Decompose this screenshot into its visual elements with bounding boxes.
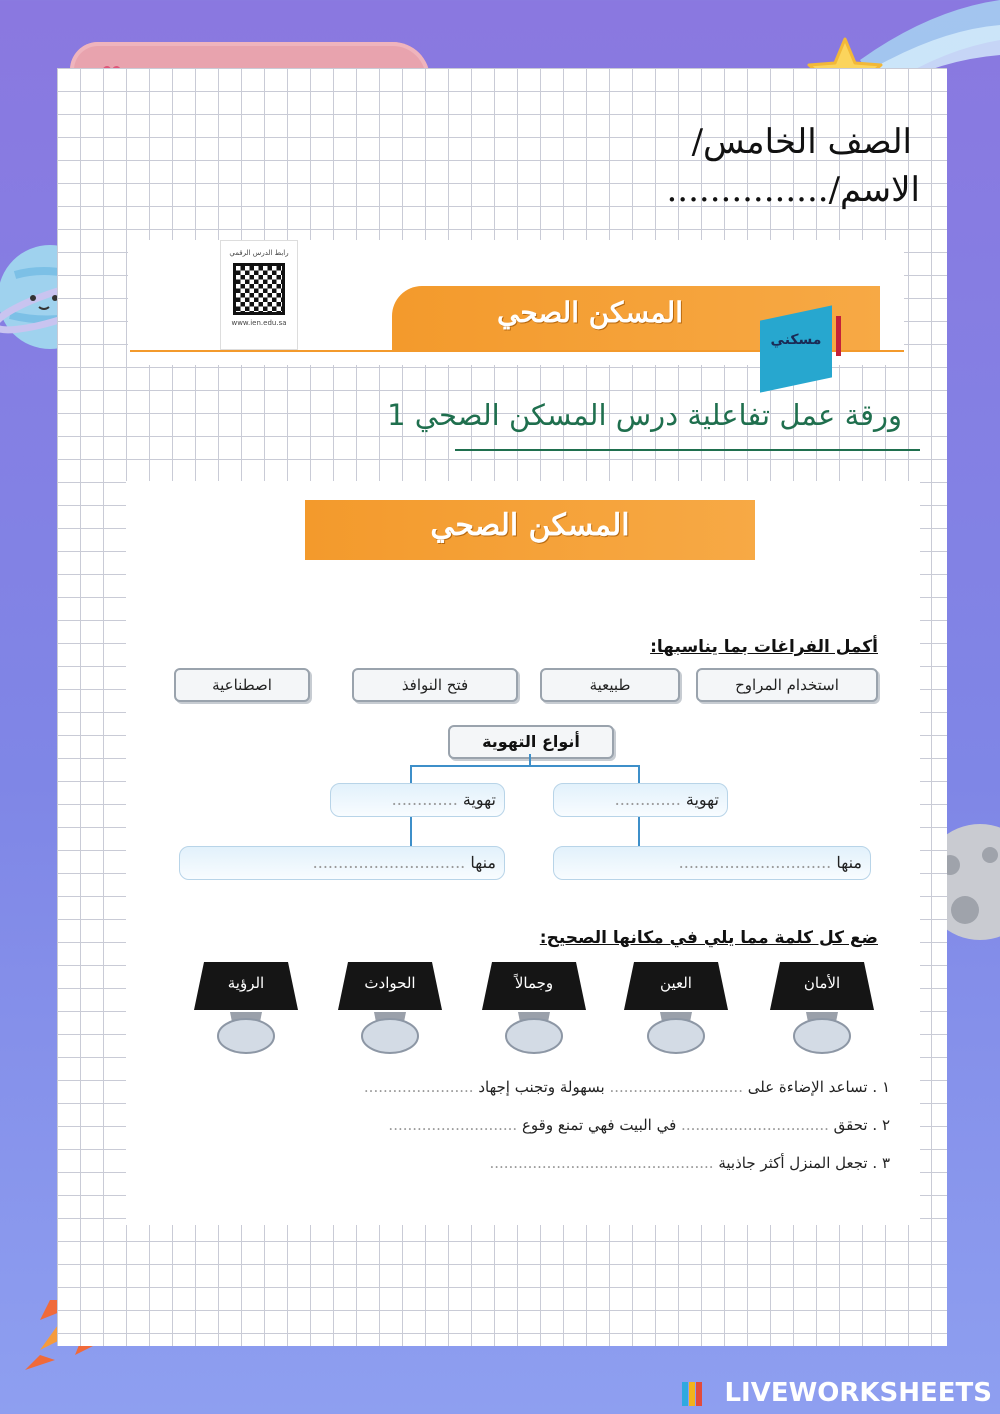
subtitle-underline	[455, 449, 920, 451]
qr-url: www.ien.edu.sa	[231, 319, 287, 327]
connector-right-down	[638, 815, 640, 847]
chip-fans[interactable]: استخدام المراوح	[696, 668, 878, 702]
sentence-3-blank-1[interactable]: ...............................................	[489, 1154, 714, 1172]
connector-left-down	[410, 815, 412, 847]
sentence-3	[489, 1154, 890, 1172]
chip-natural[interactable]: طبيعية	[540, 668, 680, 702]
sentence-1-blank-1[interactable]: ............................	[604, 1078, 743, 1096]
example-label-left: منها	[470, 853, 496, 872]
sentence-2-number: ٢ .	[872, 1116, 890, 1134]
connector-right	[638, 765, 640, 783]
lamp-eye[interactable]	[620, 960, 732, 1055]
worksheet-subtitle: ورقة عمل تفاعلية درس المسكن الصحي 1	[387, 398, 902, 432]
lamp-label-eye: العين	[660, 974, 692, 992]
connector-left	[410, 765, 412, 783]
ventilation-blank-left[interactable]: تهوية .............	[330, 783, 505, 817]
example-blank-right[interactable]: منها ..............................	[553, 846, 871, 880]
section-banner-text: المسكن الصحي	[430, 508, 630, 543]
ventilation-label-left: تهوية	[462, 790, 496, 809]
connector-stem	[529, 754, 531, 766]
qr-code-box	[220, 240, 298, 350]
lamp-label-safety: الأمان	[803, 974, 841, 992]
name-field-label[interactable]: الاسم/...............	[666, 170, 920, 210]
sentence-1-blank-2[interactable]: .......................	[363, 1078, 474, 1096]
sentence-2-blank-1[interactable]: ...............................	[676, 1116, 829, 1134]
lamp-safety[interactable]	[766, 960, 878, 1055]
lamp-vision[interactable]	[190, 960, 302, 1055]
unit-tag-bar	[836, 316, 841, 356]
chip-artificial[interactable]: اصطناعية	[174, 668, 310, 702]
connector-horizontal	[410, 765, 640, 767]
title-banner-text: المسكن الصحي	[496, 296, 683, 329]
sentence-2-blank-2[interactable]: ...........................	[388, 1116, 518, 1134]
liveworksheets-brand[interactable]: LIVEWORKSHEETS	[724, 1378, 992, 1408]
sentence-2-part-a: تحقق	[833, 1116, 868, 1134]
qr-code-icon	[233, 263, 285, 315]
sentence-1-part-b: بسهولة وتجنب إجهاد	[478, 1078, 605, 1096]
chip-open-windows[interactable]: فتح النوافذ	[352, 668, 518, 702]
liveworksheets-logo-icon	[682, 1382, 702, 1406]
question-2-title: ضع كل كلمة مما يلي في مكانها الصحيح:	[539, 928, 878, 948]
unit-tag	[760, 305, 832, 392]
grade-label: الصف الخامس/	[691, 122, 912, 162]
unit-tag-text: مسكني	[770, 332, 822, 348]
sentence-2-part-b: في البيت فهي تمنع وقوع	[521, 1116, 677, 1134]
sentence-1	[364, 1078, 890, 1096]
lamp-label-accidents: الحوادث	[364, 974, 416, 992]
sentence-1-part-a: تساعد الإضاءة على	[747, 1078, 868, 1096]
lamp-label-vision: الرؤية	[227, 974, 265, 992]
ventilation-types-box: أنواع التهوية	[448, 725, 614, 759]
qr-caption: رابط الدرس الرقمي	[229, 249, 289, 257]
question-1-title: أكمل الفراغات بما يناسبها:	[650, 637, 878, 657]
sentence-1-number: ١ .	[872, 1078, 890, 1096]
lamp-accidents[interactable]	[334, 960, 446, 1055]
ventilation-blank-right[interactable]: تهوية .............	[553, 783, 728, 817]
ventilation-label-right: تهوية	[685, 790, 719, 809]
lamp-beauty[interactable]	[478, 960, 590, 1055]
sentence-3-number: ٣ .	[872, 1154, 890, 1172]
example-blank-left[interactable]: منها ..............................	[179, 846, 505, 880]
sentence-3-part-a: تجعل المنزل أكثر جاذبية	[718, 1154, 868, 1172]
sentence-2	[388, 1116, 890, 1134]
example-label-right: منها	[836, 853, 862, 872]
lamp-label-beauty: وجمالاً	[514, 974, 554, 992]
